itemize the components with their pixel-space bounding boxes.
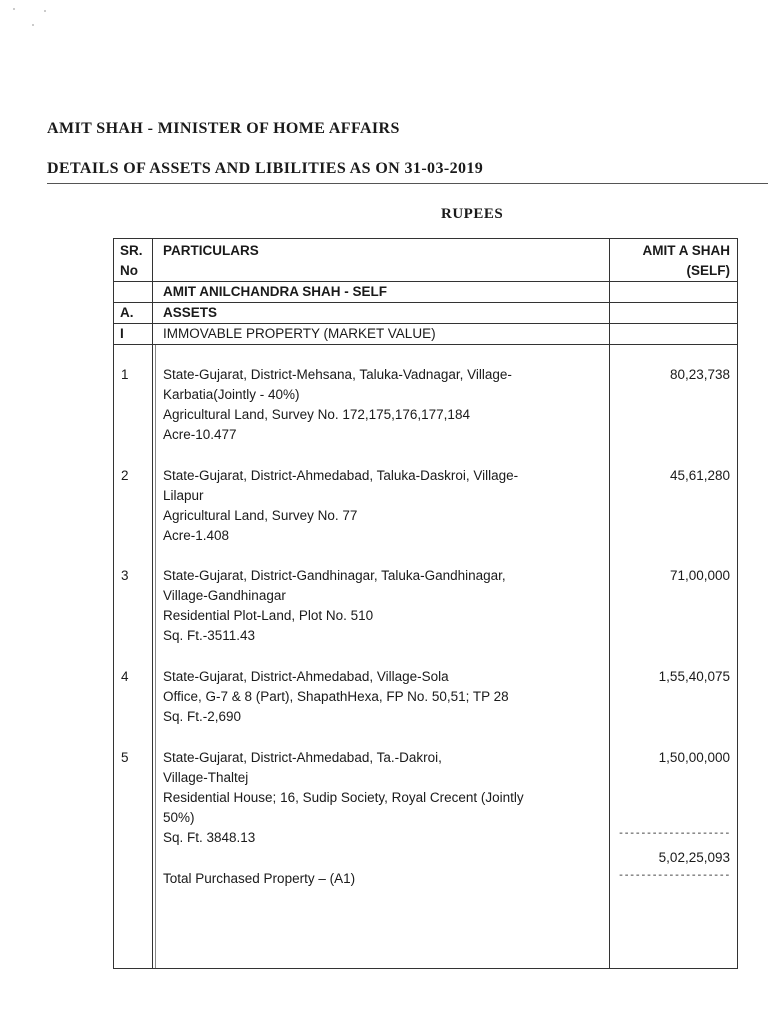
header-particulars: PARTICULARS bbox=[163, 243, 259, 258]
item-value: 45,61,280 bbox=[669, 468, 730, 483]
header-value-name: AMIT A SHAH bbox=[642, 243, 730, 258]
section-i-label: IMMOVABLE PROPERTY (MARKET VALUE) bbox=[163, 326, 436, 341]
item-line: Village-Gandhinagar bbox=[163, 588, 286, 603]
owner-name: AMIT ANILCHANDRA SHAH - SELF bbox=[163, 284, 387, 299]
table-border-bottom bbox=[113, 968, 738, 969]
header-rule bbox=[47, 183, 768, 184]
item-value: 71,00,000 bbox=[669, 568, 730, 583]
scan-speck bbox=[44, 10, 46, 12]
table-border-left bbox=[113, 238, 114, 969]
item-line: Acre-1.408 bbox=[163, 528, 230, 543]
column-divider-2 bbox=[609, 238, 610, 969]
item-line: Sq. Ft.-3511.43 bbox=[163, 628, 256, 643]
page-subtitle: DETAILS OF ASSETS AND LIBILITIES AS ON 31-03-2019 bbox=[47, 160, 484, 177]
item-sr: 3 bbox=[121, 568, 129, 583]
column-divider-1b bbox=[155, 345, 156, 969]
section-i-sr: I bbox=[120, 326, 124, 341]
item-sr: 5 bbox=[121, 750, 129, 765]
section-a-label: ASSETS bbox=[163, 305, 218, 320]
item-line: Karbatia(Jointly - 40%) bbox=[163, 387, 300, 402]
item-line: Office, G-7 & 8 (Part), ShapathHexa, FP No. 50,51; TP 28 bbox=[163, 689, 509, 704]
header-sr: SR. bbox=[120, 243, 143, 258]
item-value: 80,23,738 bbox=[669, 367, 730, 382]
total-separator-bottom: -------------------- bbox=[617, 871, 730, 882]
item-line: State-Gujarat, District-Mehsana, Taluka-Vadnagar, Village- bbox=[163, 367, 512, 382]
scan-speck bbox=[32, 24, 34, 26]
item-line: Lilapur bbox=[163, 488, 204, 503]
item-line: Sq. Ft. 3848.13 bbox=[163, 830, 256, 845]
item-line: State-Gujarat, District-Gandhinagar, Taluka-Gandhinagar, bbox=[163, 568, 506, 583]
page-title: AMIT SHAH - MINISTER OF HOME AFFAIRS bbox=[47, 120, 400, 137]
row-divider bbox=[113, 344, 738, 345]
item-value: 1,50,00,000 bbox=[658, 750, 730, 765]
item-line: Residential Plot-Land, Plot No. 510 bbox=[163, 608, 374, 623]
item-line: Agricultural Land, Survey No. 172,175,176,177,184 bbox=[163, 407, 470, 422]
table-border-top bbox=[113, 238, 738, 239]
item-line: Residential House; 16, Sudip Society, Royal Crecent (Jointly bbox=[163, 790, 524, 805]
item-sr: 4 bbox=[121, 669, 129, 684]
section-a-sr: A. bbox=[120, 305, 134, 320]
item-line: 50%) bbox=[163, 810, 195, 825]
total-separator-top: -------------------- bbox=[617, 829, 730, 840]
item-line: Village-Thaltej bbox=[163, 770, 249, 785]
item-line: Agricultural Land, Survey No. 77 bbox=[163, 508, 358, 523]
item-line: Acre-10.477 bbox=[163, 427, 237, 442]
item-line: State-Gujarat, District-Ahmedabad, Ta.-Dakroi, bbox=[163, 750, 442, 765]
item-sr: 2 bbox=[121, 468, 129, 483]
column-divider-1 bbox=[152, 238, 153, 969]
total-label: Total Purchased Property – (A1) bbox=[163, 871, 356, 886]
scan-speck bbox=[13, 8, 15, 10]
item-line: State-Gujarat, District-Ahmedabad, Taluka-Daskroi, Village- bbox=[163, 468, 519, 483]
total-value: 5,02,25,093 bbox=[658, 850, 730, 865]
item-value: 1,55,40,075 bbox=[658, 669, 730, 684]
item-line: State-Gujarat, District-Ahmedabad, Village-Sola bbox=[163, 669, 449, 684]
currency-label: RUPEES bbox=[441, 206, 504, 222]
header-no: No bbox=[120, 263, 138, 278]
item-sr: 1 bbox=[121, 367, 129, 382]
item-line: Sq. Ft.-2,690 bbox=[163, 709, 242, 724]
header-value-self: (SELF) bbox=[686, 263, 730, 278]
table-border-right bbox=[737, 238, 738, 969]
